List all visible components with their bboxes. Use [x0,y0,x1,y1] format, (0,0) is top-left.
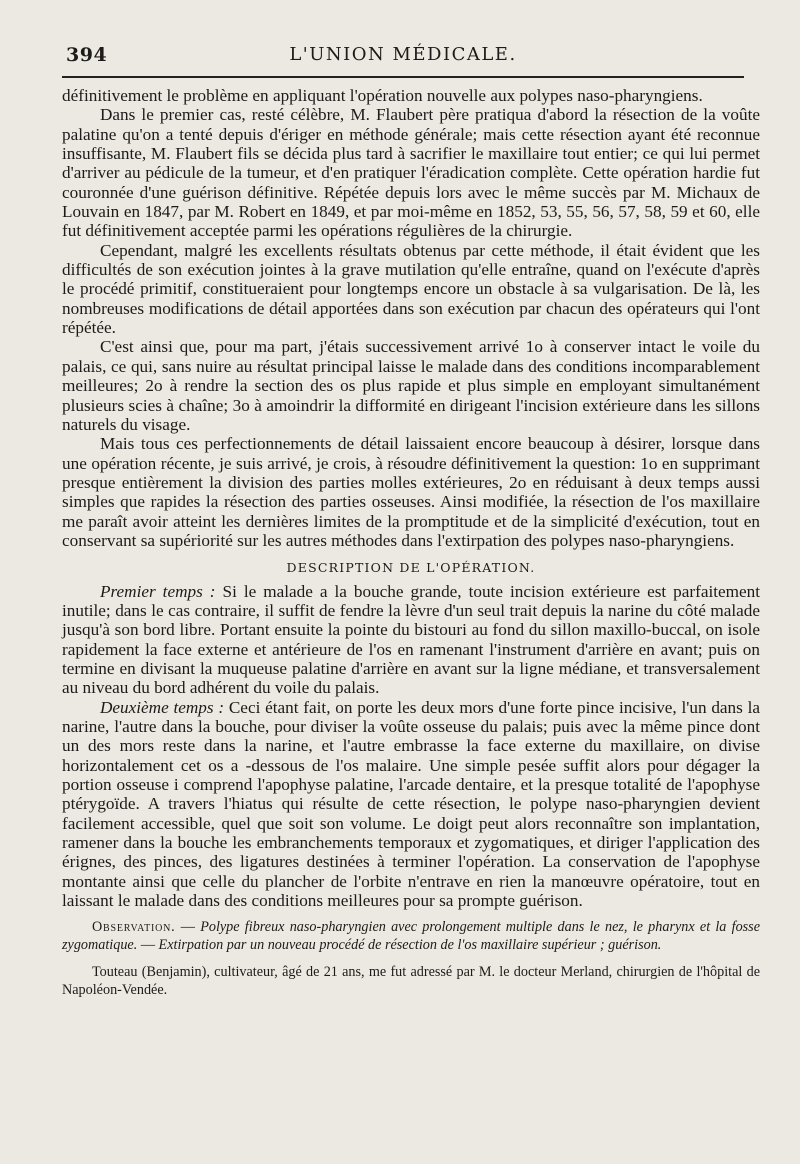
paragraph: C'est ainsi que, pour ma part, j'étais successivement arrivé 1o à conserver intact le voile du palais, ce qui, sans nuire au résultat principal laisse le malade dans des conditions incomparablement meilleures; 2o à rendre la section des os plus rapide et plus simple en employant simultanément plusieurs scies à chaîne; 3o à amoindrir la difformité en dirigeant l'incision extérieure dans les sillons naturels du visage. [62,337,760,434]
observation-dash-2: — [137,936,159,953]
article-body [62,86,760,910]
section-heading: DESCRIPTION DE L'OPÉRATION. [286,560,536,576]
observation-heading [62,919,760,954]
step-label: Premier temps : [100,581,216,601]
paragraph: Dans le premier cas, resté célèbre, M. Flaubert père pratiqua d'abord la résection de la voûte palatine qu'on a tenté depuis d'ériger en méthode générale; mais cette résection ayant été reconnue insuffisante, M. Flaubert fils se décida plus tard à sacrifier le maxillaire tout entier; ce qui lui permet d'arriver au pédicule de la tumeur, et d'en pratiquer l'éradication complète. Cette opération hardie fut couronnée d'une guérison définitive. Répétée depuis lors avec le même succès par M. Michaux de Louvain en 1847, par M. Robert en 1849, et par moi-même en 1852, 53, 55, 56, 57, 58, 59 et 60, elle fut définitivement acceptée parmi les opérations régulières de la chirurgie. [62,105,760,241]
step-paragraph [62,582,760,698]
observation-dash: — [175,919,201,936]
page-number: 394 [66,44,108,66]
observation-title-1: Polype fibreux naso-pharyngien avec prolongement multiple dans le nez, le pharynx et la fosse zygomatique. [62,919,761,953]
step-text: Si le malade a la bouche grande, toute incision extérieure est parfaitement inutile; dans le cas contraire, il suffit de fendre la lèvre d'un seul trait depuis la narine du côté malade jusqu'à son bord libre. Portant ensuite la pointe du bistouri au fond du sillon maxillo-buccal, on isole rapidement la face externe et antérieure de l'os en ramenant l'instrument d'arrière en avant; puis on termine en divisant la muqueuse palatine d'arrière en avant sur la ligne médiane, et transversalement au niveau du bord adhérent du voile du palais. [62,581,761,698]
paragraph: Cependant, malgré les excellents résultats obtenus par cette méthode, il était évident que les difficultés de son exécution jointes à la grave mutilation qu'elle entraîne, quand on l'exécute d'après le procédé primitif, constitueraient pour longtemps encore un obstacle à sa vulgarisation. De là, les nombreuses modifications de détail apportées dans son exécution par chacun des opérateurs qui l'ont répétée. [62,240,760,338]
step-text: Ceci étant fait, on porte les deux mors d'une forte pince incisive, l'un dans la narine, l'autre dans la bouche, pour diviser la voûte osseuse du palais; puis avec la même pince dont un des mors reste dans la narine, et l'autre embrasse la face externe du maxillaire, on divise horizontalement cet os a -dessous de l'os malaire. Une simple pesée suffit alors pour dégager la portion osseuse i comprend l'apophyse palatine, l'arcade dentaire, et la presque totalité de l'apophyse ptérygoïde. A travers l'hiatus qui résulte de cette résection, le polype naso-pharyngien devient facilement accessible, quel que soit son volume. Le doigt peut alors reconnaître son implantation, ramener dans la bouche les embranchements temporaux et zygomatiques, et diriger l'application des érignes, des pinces, des ligatures destinées à terminer l'opération. La conservation de l'apophyse montante ainsi que celle du plancher de l'orbite n'entrave en rien la manœuvre opératoire, tout en laissant le malade dans des conditions meilleures pour sa prompte guérison. [62,697,761,911]
paragraph: Mais tous ces perfectionnements de détail laissaient encore beaucoup à désirer, lorsque dans une opération récente, je suis arrivé, je crois, à résoudre définitivement la question: 1o en supprimant presque entièrement la division des parties molles extérieures, 2o en réduisant à deux temps aussi simples que rapides la résection des parties osseuses. Ainsi modifiée, la résection de l'os maxillaire me paraît avoir atteint les dernières limites de la promptitude et de la simplicité d'exécution, tout en conservant sa supériorité sur les autres méthodes dans l'extirpation des polypes naso-pharyngiens. [62,434,760,550]
step-label: Deuxième temps : [100,697,225,717]
case-text: Touteau (Benjamin), cultivateur, âgé de 21 ans, me fut adressé par M. le docteur Merland, chirurgien de l'hôpital de Napoléon-Vendée. [62,964,760,998]
observation-title-2: Extirpation par un nouveau procédé de résection de l'os maxillaire supérieur ; guérison. [158,936,662,953]
paragraph: définitivement le problème en appliquant l'opération nouvelle aux polypes naso-pharyngiens. [62,86,703,105]
observation-label: Observation. [92,919,176,936]
running-title: L'UNION MÉDICALE. [289,44,517,65]
step-paragraph [62,698,760,911]
page-header [62,42,744,78]
